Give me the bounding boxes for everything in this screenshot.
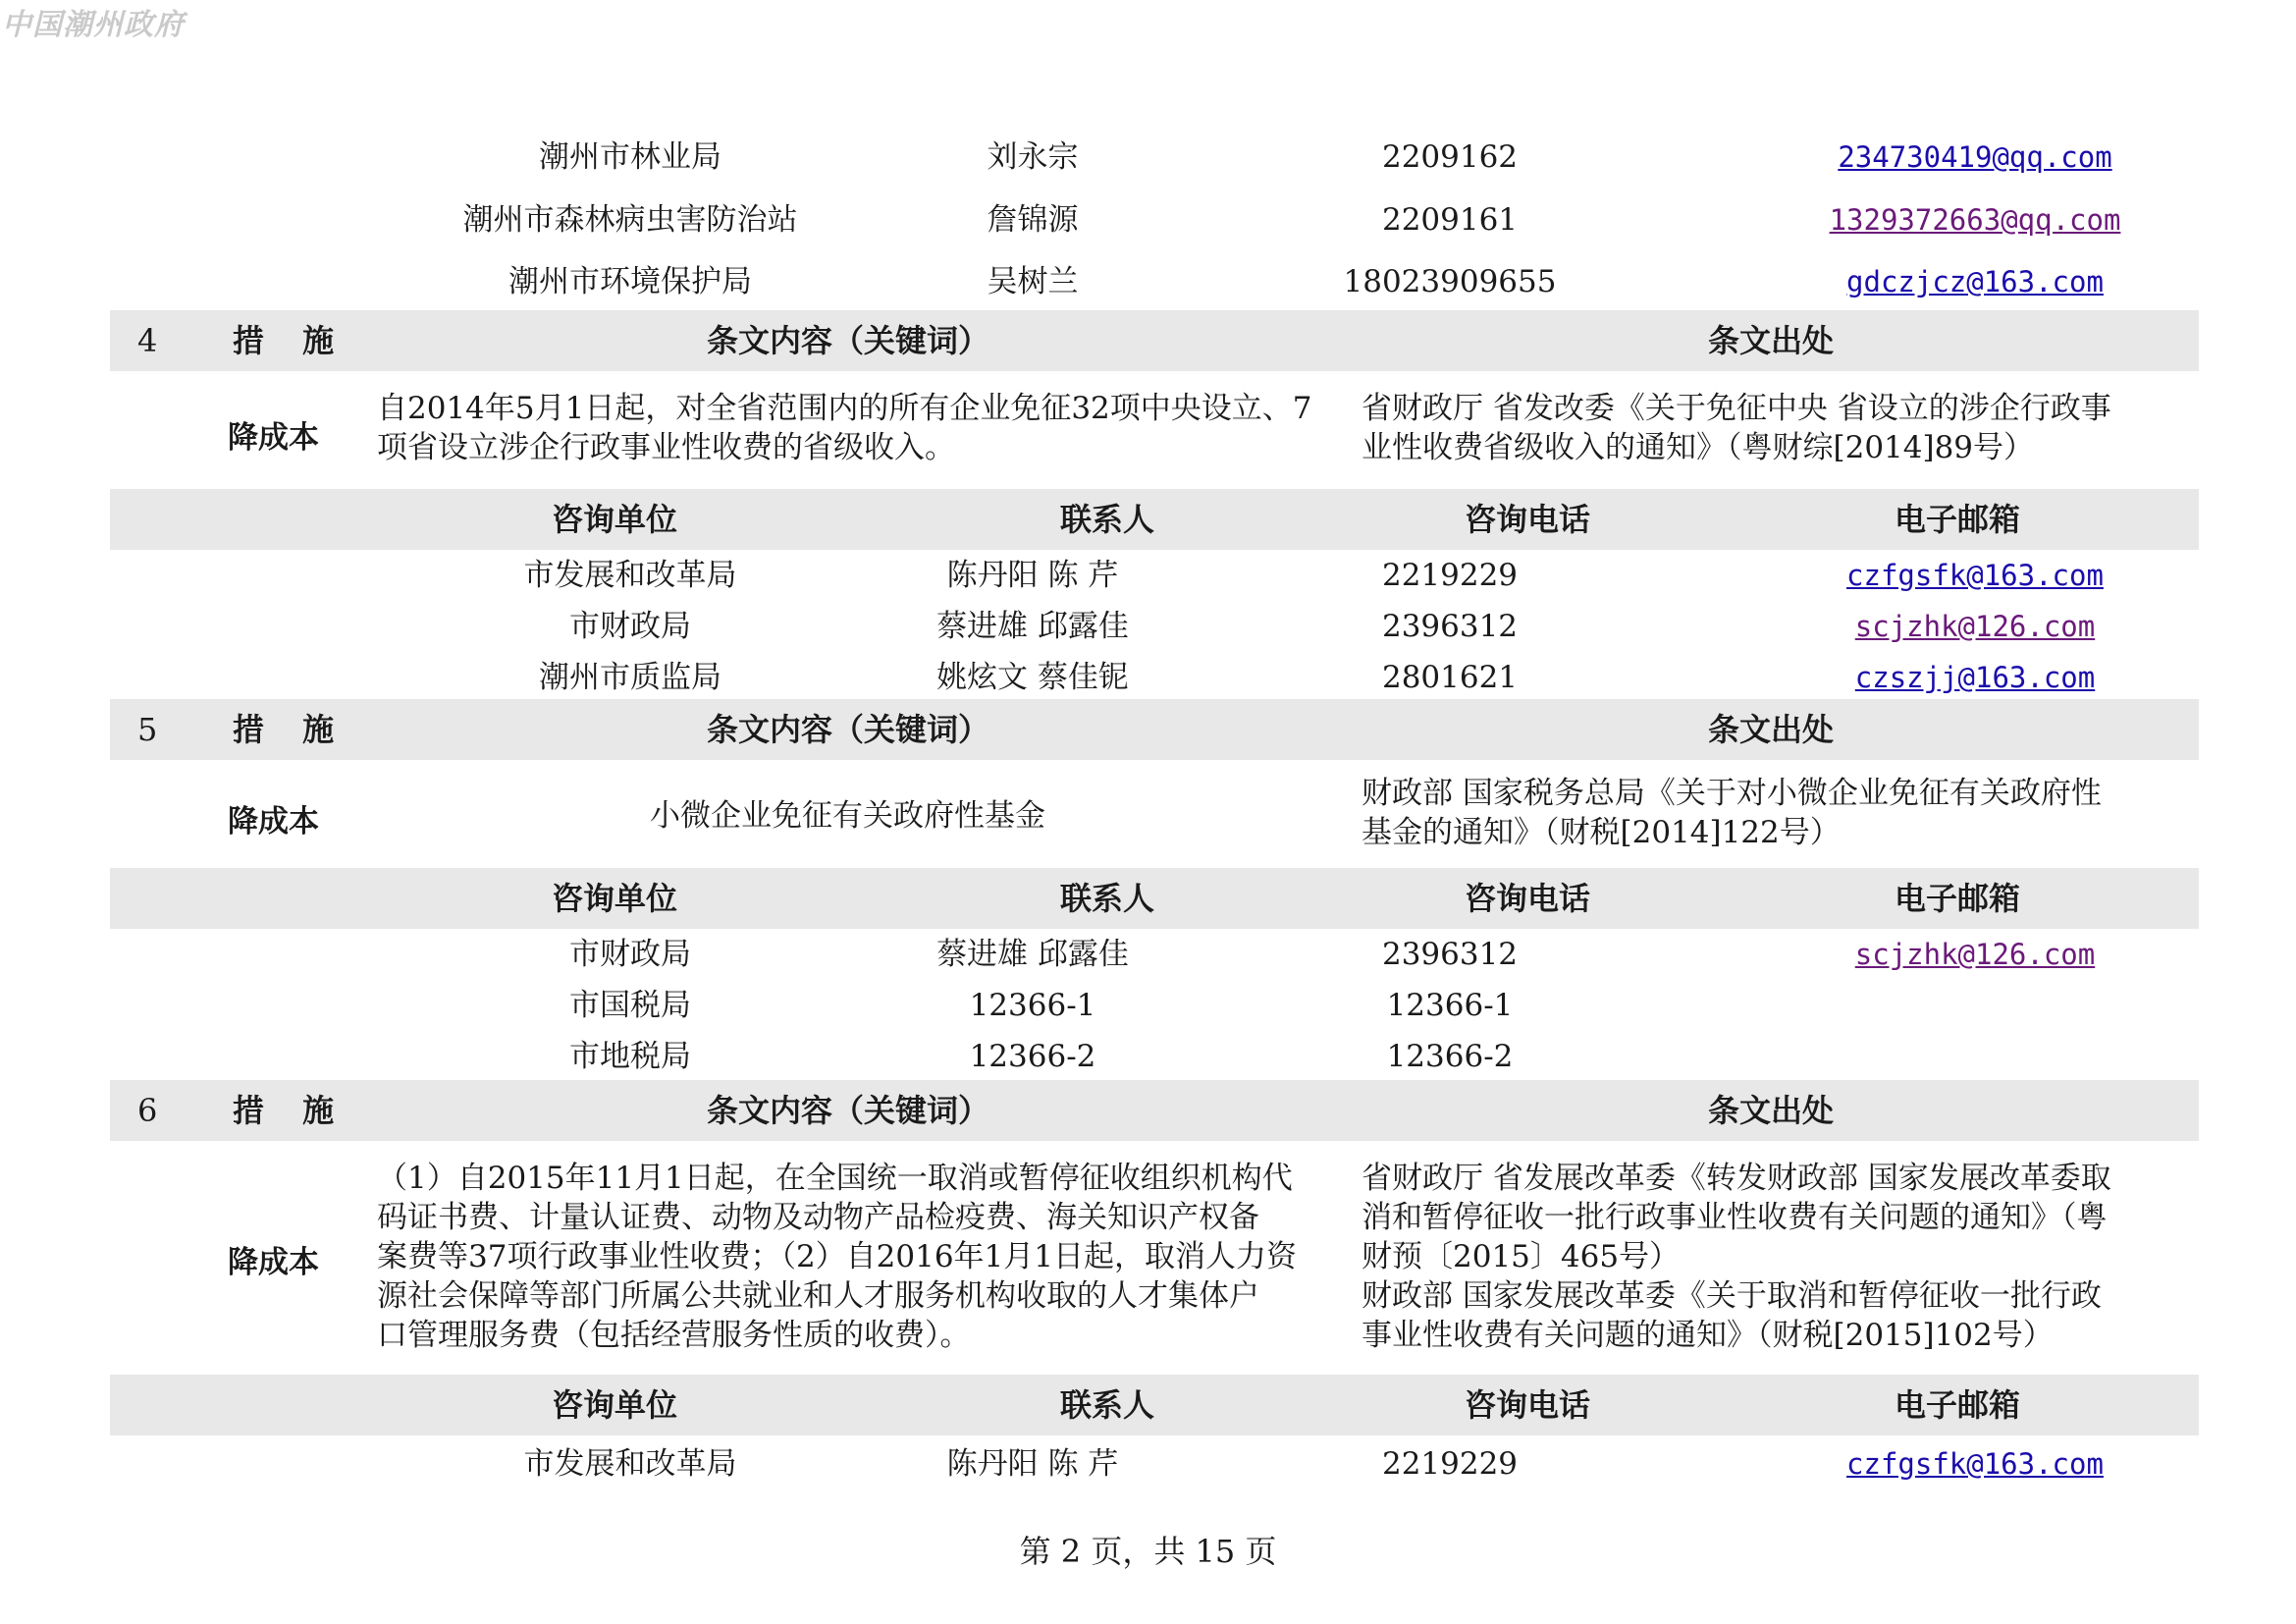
contact-tel: 2801621	[1381, 660, 1519, 695]
contact-unit: 市发展和改革局	[523, 558, 737, 593]
contact-unit: 市地税局	[569, 1039, 691, 1074]
section-header	[110, 699, 2199, 760]
contact-name: 詹锦源	[987, 202, 1079, 238]
header-unit: 咨询单位	[552, 880, 678, 917]
contact-row	[110, 1031, 2199, 1082]
contact-tel: 12366-1	[1386, 988, 1514, 1023]
contact-row	[110, 980, 2199, 1031]
clause-content: 自2014年5月1日起，对全省范围内的所有企业免征32项中央设立、7 项省设立涉企行政事业性收费的省级收入。	[377, 391, 1312, 465]
contact-email-link[interactable]: gdczjcz@163.com	[1846, 265, 2104, 298]
contact-email-link[interactable]: scjzhk@126.com	[1854, 938, 2096, 971]
measure-row	[110, 371, 2199, 489]
contact-email-link[interactable]: scjzhk@126.com	[1854, 610, 2096, 643]
contact-tel: 2209161	[1381, 202, 1519, 238]
header-email: 电子邮箱	[1895, 501, 2021, 538]
measure-label: 降成本	[228, 420, 319, 456]
contact-name: 12366-1	[969, 988, 1096, 1023]
section-header	[110, 310, 2199, 371]
contact-row	[110, 126, 2199, 189]
contact-unit: 潮州市森林病虫害防治站	[462, 202, 798, 238]
section-6	[110, 1080, 2199, 1492]
contact-unit: 市发展和改革局	[523, 1446, 737, 1482]
contact-name: 陈丹阳 陈 芹	[946, 558, 1119, 593]
contact-unit: 潮州市质监局	[539, 660, 721, 695]
contact-row	[110, 251, 2199, 312]
contact-name: 陈丹阳 陈 芹	[946, 1446, 1119, 1482]
section-header	[110, 1080, 2199, 1141]
source-header: 条文出处	[1708, 711, 1835, 748]
section-4	[110, 310, 2199, 703]
contact-row	[110, 929, 2199, 980]
source-header: 条文出处	[1708, 1092, 1835, 1129]
measure-row	[110, 760, 2199, 868]
measure-label: 降成本	[228, 804, 319, 839]
measure-label: 降成本	[228, 1245, 319, 1280]
section-number: 4	[137, 322, 158, 359]
contact-row	[110, 601, 2199, 652]
clause-content: 小微企业免征有关政府性基金	[650, 798, 1045, 834]
contact-tel: 2396312	[1381, 937, 1519, 972]
top-contact-list	[110, 126, 2199, 312]
measure-row	[110, 1141, 2199, 1375]
header-unit: 咨询单位	[552, 1386, 678, 1424]
section-number: 5	[137, 711, 158, 748]
contact-tel: 2396312	[1381, 609, 1519, 644]
measure-header: 措 施	[233, 711, 348, 748]
contact-email-link[interactable]: czszjj@163.com	[1854, 661, 2096, 694]
measure-header: 措 施	[233, 322, 348, 359]
page-footer: 第 2 页，共 15 页	[1019, 1533, 1277, 1570]
contact-name: 刘永宗	[987, 139, 1079, 175]
contact-tel: 2219229	[1381, 558, 1519, 593]
contact-unit: 市财政局	[569, 937, 691, 972]
contact-header-row	[110, 1375, 2199, 1435]
source-header: 条文出处	[1708, 322, 1835, 359]
contact-email-link[interactable]: czfgsfk@163.com	[1846, 559, 2104, 592]
content-header: 条文内容（关键词）	[707, 322, 990, 359]
content-header: 条文内容（关键词）	[707, 711, 990, 748]
contact-row	[110, 189, 2199, 251]
contact-name: 吴树兰	[987, 264, 1079, 299]
contact-unit: 市国税局	[569, 988, 691, 1023]
contact-unit: 市财政局	[569, 609, 691, 644]
contact-tel: 2219229	[1381, 1446, 1519, 1482]
section-5	[110, 699, 2199, 1082]
contact-header-row	[110, 489, 2199, 550]
clause-content: （1）自2015年11月1日起，在全国统一取消或暂停征收组织机构代 码证书费、计量认证费、动物及动物产品检疫费、海关知识产权备 案费等37项行政事业性收费；（2）自2016年1月1日起，取消人力资 源社会保障等部门所属公共就业和人才服务机构收取的人才集体户 口管理服务费（包括经营服务性质的收费）。	[377, 1161, 1298, 1353]
clause-source: 省财政厅 省发展改革委《转发财政部 国家发展改革委取 消和暂停征收一批行政事业性收费有关问题的通知》（粤 财预〔2015〕465号） 财政部 国家发展改革委《关于取消和暂停征收一批行政 事业性收费有关问题的通知》（财税[2015]102号）	[1362, 1161, 2111, 1353]
header-email: 电子邮箱	[1895, 880, 2021, 917]
contact-email-link[interactable]: 1329372663@qq.com	[1829, 203, 2121, 237]
contact-email-link[interactable]: 234730419@qq.com	[1838, 140, 2112, 174]
contact-row	[110, 652, 2199, 703]
contact-unit: 潮州市林业局	[539, 139, 721, 175]
header-email: 电子邮箱	[1895, 1386, 2021, 1424]
header-name: 联系人	[1060, 501, 1155, 538]
header-tel: 咨询电话	[1465, 501, 1591, 538]
header-name: 联系人	[1060, 880, 1155, 917]
contact-email-link[interactable]: czfgsfk@163.com	[1846, 1447, 2104, 1481]
contact-tel: 12366-2	[1386, 1039, 1514, 1074]
contact-header-row	[110, 868, 2199, 929]
site-watermark: 中国潮州政府	[2, 8, 185, 42]
contact-name: 蔡进雄 邱露佳	[936, 937, 1129, 972]
content-header: 条文内容（关键词）	[707, 1092, 990, 1129]
header-unit: 咨询单位	[552, 501, 678, 538]
contact-tel: 2209162	[1381, 139, 1519, 175]
clause-source: 省财政厅 省发改委《关于免征中央 省设立的涉企行政事 业性收费省级收入的通知》（粤财综[2014]89号）	[1362, 391, 2111, 465]
contact-row	[110, 1435, 2199, 1492]
contact-tel: 18023909655	[1343, 264, 1557, 299]
header-name: 联系人	[1060, 1386, 1155, 1424]
contact-name: 姚炫文 蔡佳铌	[936, 660, 1129, 695]
header-tel: 咨询电话	[1465, 1386, 1591, 1424]
contact-name: 12366-2	[969, 1039, 1096, 1074]
header-tel: 咨询电话	[1465, 880, 1591, 917]
contact-name: 蔡进雄 邱露佳	[936, 609, 1129, 644]
contact-unit: 潮州市环境保护局	[508, 264, 752, 299]
contact-row	[110, 550, 2199, 601]
clause-source: 财政部 国家税务总局《关于对小微企业免征有关政府性 基金的通知》（财税[2014]122号）	[1362, 776, 2102, 850]
section-number: 6	[137, 1092, 158, 1129]
measure-header: 措 施	[233, 1092, 348, 1129]
